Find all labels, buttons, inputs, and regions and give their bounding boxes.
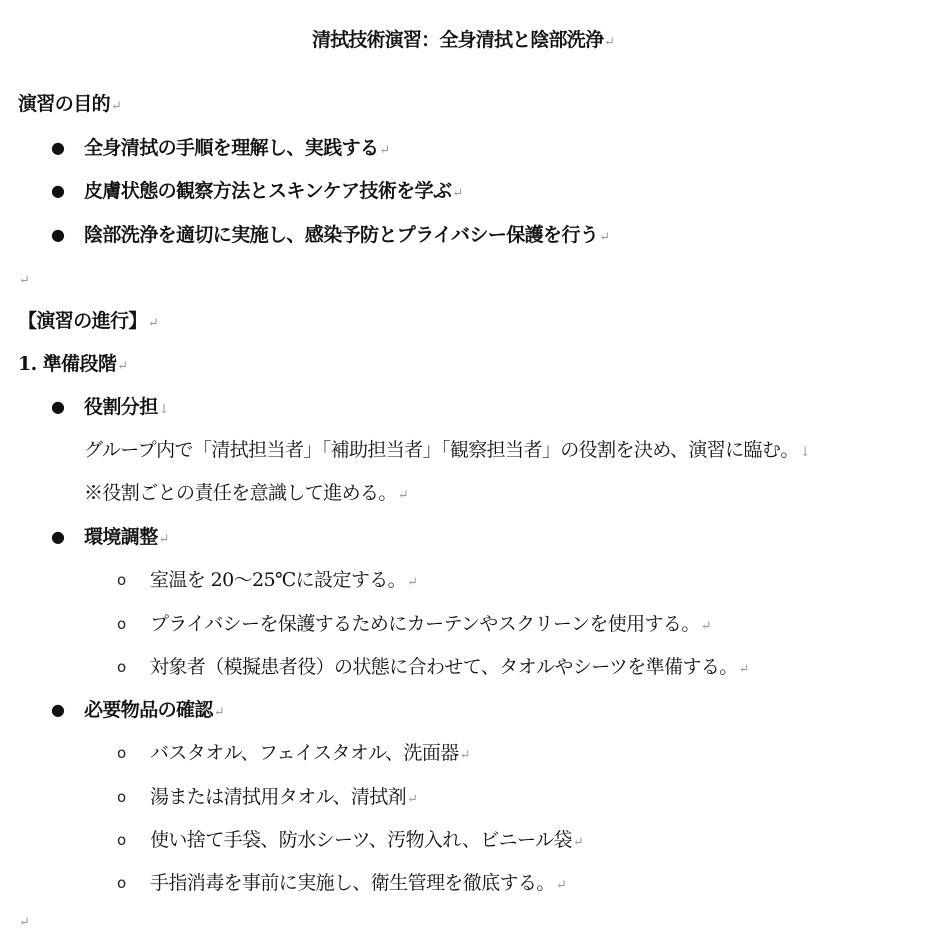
progress-heading: 【演習の進行】↵: [18, 310, 159, 332]
paragraph-mark-icon: ↵: [158, 532, 170, 547]
paragraph-mark-icon: ↵: [452, 186, 464, 201]
paragraph-mark-icon: ↵: [604, 35, 616, 50]
supplies-item: 湯または清拭用タオル、清拭剤↵: [150, 786, 418, 808]
sub-bullet-icon: o: [117, 788, 127, 806]
paragraph-mark-icon: ↵: [738, 662, 750, 677]
paragraph-mark-icon: ↵: [407, 575, 418, 590]
paragraph-mark-icon: ↵: [407, 792, 418, 807]
supplies-item: 手指消毒を事前に実施し、衛生管理を徹底する。↵: [150, 872, 567, 894]
env-label: 環境調整↵: [84, 526, 170, 548]
sub-bullet-icon: o: [117, 658, 127, 676]
bullet-icon: ●: [51, 397, 65, 416]
prep-heading: 1. 準備段階↵: [18, 353, 129, 375]
paragraph-mark-icon: ↵: [19, 273, 30, 288]
sub-bullet-icon: o: [117, 874, 127, 892]
purpose-item: 全身清拭の手順を理解し、実践する↵: [84, 137, 391, 159]
paragraph-mark-icon: ↵: [213, 705, 225, 720]
sub-bullet-icon: o: [117, 615, 127, 633]
purpose-heading: 演習の目的↵: [18, 93, 122, 115]
roles-text: グループ内で「清拭担当者」「補助担当者」「観察担当者」の役割を決め、演習に臨む。↓: [84, 439, 811, 461]
purpose-item: 皮膚状態の観察方法とスキンケア技術を学ぶ↵: [84, 180, 464, 202]
paragraph-mark-icon: ↵: [117, 359, 129, 374]
roles-label: 役割分担↓: [84, 396, 170, 418]
sub-bullet-icon: o: [117, 744, 127, 762]
paragraph-mark-icon: ↵: [147, 316, 159, 331]
paragraph-mark-icon: ↵: [19, 915, 30, 930]
bullet-icon: ●: [51, 181, 65, 200]
document-title: 清拭技術演習：全身清拭と陰部洗浄↵: [311, 29, 616, 51]
line-break-mark-icon: ↓: [158, 402, 170, 417]
bullet-icon: ●: [51, 138, 65, 157]
line-break-mark-icon: ↓: [799, 445, 811, 460]
paragraph-mark-icon: ↵: [111, 99, 122, 114]
purpose-item: 陰部洗浄を適切に実施し、感染予防とプライバシー保護を行う↵: [84, 224, 611, 246]
sub-bullet-icon: o: [117, 831, 127, 849]
bullet-icon: ●: [51, 225, 65, 244]
roles-note: ※役割ごとの責任を意識して進める。↵: [84, 482, 409, 504]
bullet-icon: ●: [51, 700, 65, 719]
paragraph-mark-icon: ↵: [572, 835, 584, 850]
env-item: 室温を 20～25℃に設定する。↵: [150, 569, 418, 591]
sub-bullet-icon: o: [117, 571, 127, 589]
env-item: 対象者（模擬患者役）の状態に合わせて、タオルやシーツを準備する。↵: [150, 656, 750, 678]
empty-paragraph: [18, 266, 30, 293]
bullet-icon: ●: [51, 527, 65, 546]
supplies-item: 使い捨て手袋、防水シーツ、汚物入れ、ビニール袋↵: [150, 829, 584, 851]
empty-paragraph: [18, 908, 30, 935]
paragraph-mark-icon: ↵: [379, 143, 391, 158]
paragraph-mark-icon: ↵: [459, 748, 471, 763]
supplies-label: 必要物品の確認↵: [84, 699, 225, 721]
supplies-item: バスタオル、フェイスタオル、洗面器↵: [150, 742, 471, 764]
env-item: プライバシーを保護するためにカーテンやスクリーンを使用する。↵: [150, 613, 712, 635]
paragraph-mark-icon: ↵: [599, 230, 611, 245]
paragraph-mark-icon: ↵: [700, 619, 712, 634]
paragraph-mark-icon: ↵: [555, 878, 567, 893]
paragraph-mark-icon: ↵: [397, 488, 409, 503]
